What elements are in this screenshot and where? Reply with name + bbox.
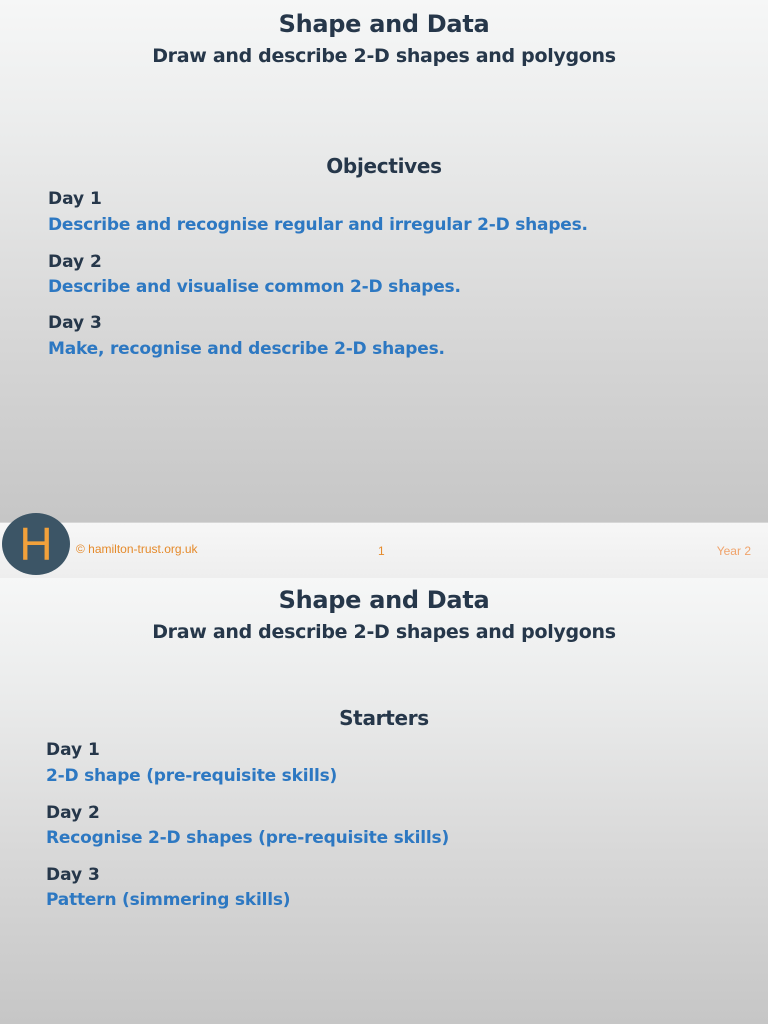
day-label: Day 3 xyxy=(46,865,100,885)
copyright-text: © hamilton-trust.org.uk xyxy=(76,542,198,556)
objective-text: Describe and visualise common 2-D shapes. xyxy=(48,277,461,297)
day-label: Day 2 xyxy=(46,803,100,823)
section-heading: Objectives xyxy=(326,154,442,178)
starter-text: Recognise 2-D shapes (pre-requisite skills) xyxy=(46,828,450,848)
day-label: Day 3 xyxy=(48,313,102,333)
svg-text:H: H xyxy=(19,522,53,566)
slide-title: Shape and Data xyxy=(278,10,490,38)
objective-text: Make, recognise and describe 2-D shapes. xyxy=(48,339,445,359)
page-number: 1 xyxy=(378,544,385,558)
slide-subtitle: Draw and describe 2-D shapes and polygons xyxy=(152,45,616,67)
slide-title: Shape and Data xyxy=(278,586,490,614)
starter-text: 2-D shape (pre-requisite skills) xyxy=(46,766,338,786)
hamilton-logo xyxy=(2,513,70,575)
h-letter-icon xyxy=(16,522,56,566)
slide-subtitle: Draw and describe 2-D shapes and polygons xyxy=(152,621,616,643)
year-label: Year 2 xyxy=(716,544,751,558)
slide-starters xyxy=(0,578,768,1024)
objective-text: Describe and recognise regular and irregular 2-D shapes. xyxy=(48,215,588,235)
day-label: Day 1 xyxy=(46,740,100,760)
slide-footer xyxy=(0,522,768,578)
day-label: Day 2 xyxy=(48,252,102,272)
starter-text: Pattern (simmering skills) xyxy=(46,890,291,910)
day-label: Day 1 xyxy=(48,189,102,209)
section-heading: Starters xyxy=(339,706,429,730)
